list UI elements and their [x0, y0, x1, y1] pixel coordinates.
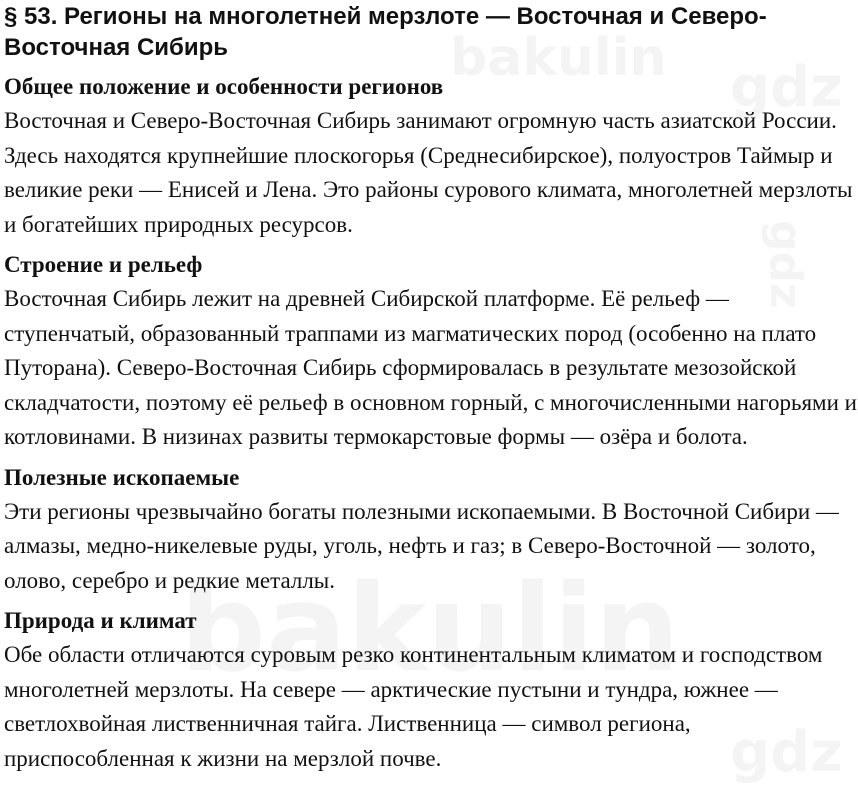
section-heading: Полезные ископаемые [4, 464, 240, 490]
section-relief [4, 248, 858, 455]
section-general [4, 70, 858, 242]
section-text: Эти регионы чрезвычайно богаты полезными ископаемыми. В Восточной Сибири — алмазы, медно-никелевые руды, уголь, нефть и газ; в Северо-Восточной — золото, олово, серебро и редкие металлы. [4, 498, 839, 593]
section-heading: Природа и климат [4, 608, 197, 633]
section-nature-climate [4, 604, 858, 776]
section-text: Восточная Сибирь лежит на древней Сибирской платформе. Её рельеф — ступенчатый, образованный траппами из магматических пород (особенно на плато Путорана). Северо-Восточная Сибирь сформировалась в результате мезозойской складчатости, поэтому её рельеф в основном горный, с многочисленными нагорьями и котловинами. В низинах развиты термокарстовые формы — озёра и болота. [4, 286, 857, 449]
section-heading: Общее положение и особенности регионов [4, 74, 444, 99]
section-heading: Строение и рельеф [4, 252, 203, 277]
page-title: § 53. Регионы на многолетней мерзлоте — Восточная и Северо-Восточная Сибирь [4, 3, 767, 61]
section-text: Восточная и Северо-Восточная Сибирь занимают огромную часть азиатской России. Здесь находятся крупнейшие плоскогорья (Среднесибирское), полуостров Таймыр и великие реки — Енисей и Лена. Это районы сурового климата, многолетней мерзлоты и богатейших природных ресурсов. [4, 108, 853, 237]
section-minerals [4, 461, 858, 599]
section-text: Обе области отличаются суровым резко континентальным климатом и господством многолетней мерзлоты. На севере — арктические пустыни и тундра, южнее — светлохвойная лиственничная тайга. Лиственница — символ региона, приспособленная к жизни на мерзлой почве. [4, 642, 823, 771]
